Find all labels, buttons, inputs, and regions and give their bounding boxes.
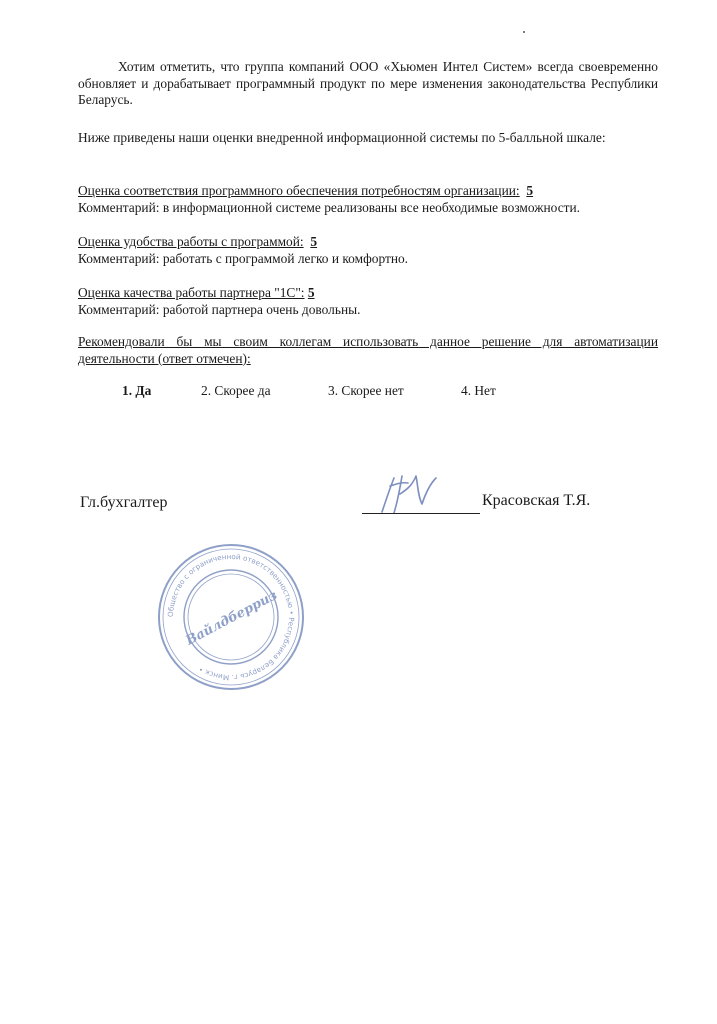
rating-3-label: Оценка качества работы партнера "1С": (78, 285, 305, 300)
rating-1-score: 5 (526, 183, 534, 198)
scale-intro-block (78, 130, 658, 147)
rating-1 (78, 183, 658, 216)
rating-2-score: 5 (310, 234, 318, 249)
recommend-question: Рекомендовали бы мы своим коллегам использовать данное решение для автоматизации деятельности (ответ отмечен): (78, 334, 658, 366)
rating-1-comment: Комментарий: в информационной системе реализованы все необходимые возможности. (78, 199, 581, 215)
handwritten-signature (372, 470, 440, 516)
scale-intro-paragraph: Ниже приведены наши оценки внедренной информационной системы по 5-балльной шкале: (78, 130, 606, 145)
rating-2-comment: Комментарий: работать с программой легко и комфортно. (78, 250, 409, 266)
signatory-role: Гл.бухгалтер (80, 494, 168, 511)
rating-3-score: 5 (307, 285, 315, 300)
intro-paragraph: Хотим отметить, что группа компаний ООО «Хьюмен Интел Систем» всегда своевременно обновляет и дорабатывает программный продукт по мере изменения законодательства Республики Беларусь. (78, 59, 658, 107)
rating-2 (78, 234, 658, 267)
answer-option-3: 3. Скорее нет (328, 383, 404, 398)
answer-options (0, 383, 717, 403)
rating-3 (78, 285, 658, 318)
signatory-name: Красовская Т.Я. (482, 492, 591, 509)
company-seal (156, 542, 306, 692)
answer-option-4: 4. Нет (461, 383, 496, 398)
intro-block (78, 59, 658, 109)
rating-1-label: Оценка соответствия программного обеспечения потребностям организации: (78, 183, 520, 198)
recommend-block (78, 334, 658, 367)
rating-3-comment: Комментарий: работой партнера очень довольны. (78, 301, 361, 317)
answer-option-2: 2. Скорее да (201, 383, 271, 398)
scan-speck (523, 31, 525, 33)
rating-2-label: Оценка удобства работы с программой: (78, 234, 304, 249)
signature-line (362, 513, 480, 514)
answer-option-1: 1. Да (122, 383, 152, 398)
seal-ring-text: Общество с ограниченной ответственностью • Республика Беларусь г. Минск • (165, 551, 297, 683)
seal-center-text: Вайлдберриз (183, 587, 280, 649)
